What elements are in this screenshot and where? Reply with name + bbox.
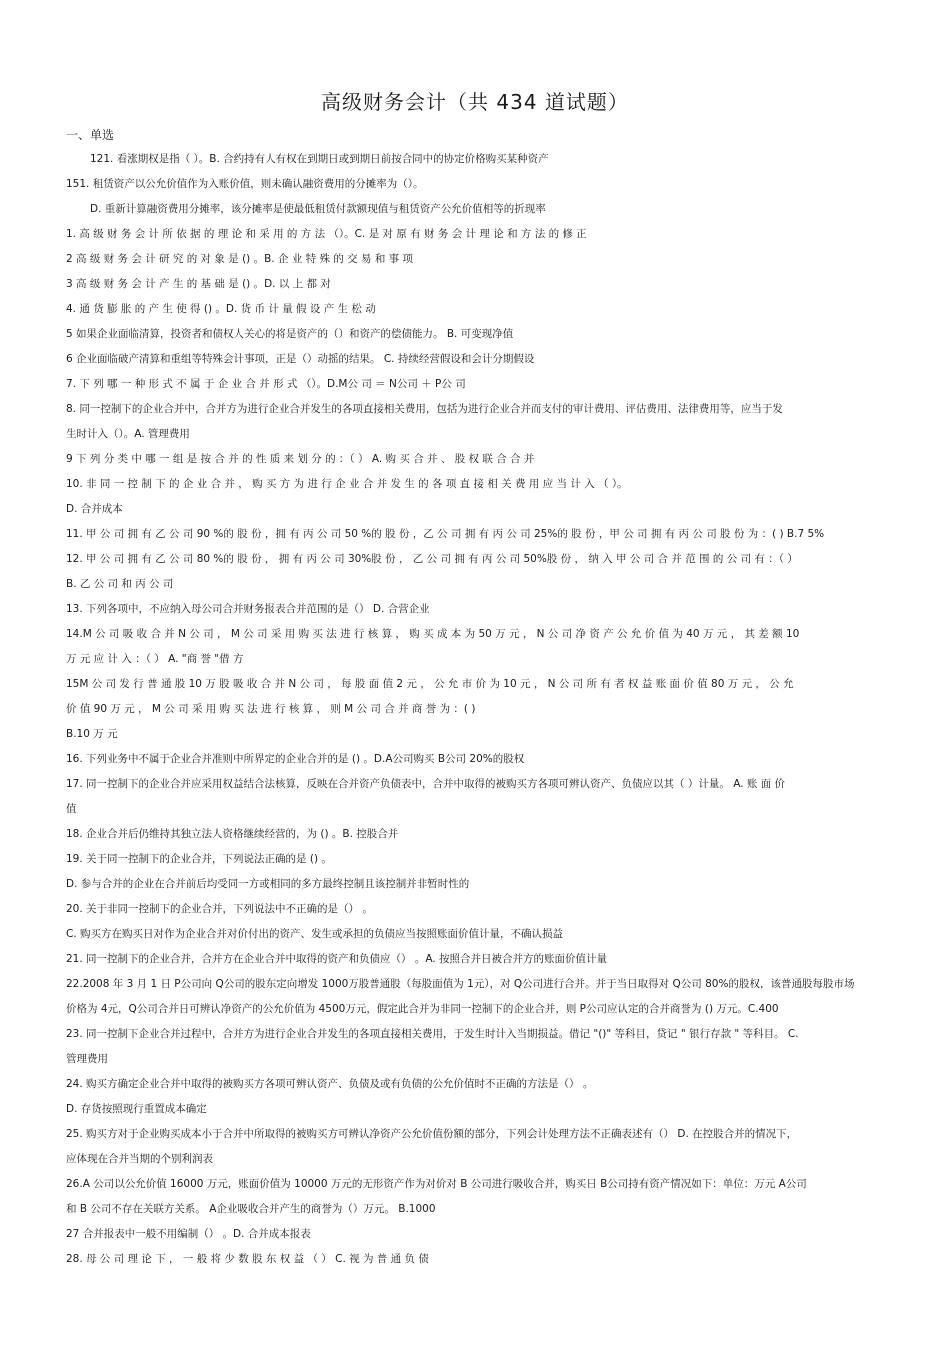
question-line: B.10 万 元 — [66, 728, 118, 740]
question-line: 价 值 90 万 元 ， M 公 司 采 用 购 买 法 进 行 核 算 ， 则 M 公 司 合 并 商 誉 为 ：( ) — [66, 703, 476, 715]
question-line: 值 — [66, 803, 77, 815]
question-line: D. 参与合并的企业在合并前后均受同一方或相同的多方最终控制且该控制并非暂时性的 — [66, 878, 470, 890]
question-line: D. 重新计算融资费用分摊率，该分摊率是使最低租赁付款额现值与租赁资产公允价值相等的折现率 — [90, 203, 546, 215]
question-line: 价格为 4元，Q公司合并日可辨认净资产的公允价值为 4500万元，假定此合并为非同一控制下的企业合并，则 P公司应认定的合并商誉为 () 万元。C.400 — [66, 1003, 779, 1015]
question-line: 15M 公 司 发 行 普 通 股 10 万 股 吸 收 合 并 N 公 司 ， 每 股 面 值 2 元 ， 公 允 市 价 为 10 元 ， N 公 司 所 有 者 权 益 账 面 价 值 80 万 元 ， 公 允 — [66, 678, 794, 690]
question-line: 26.A 公司以公允价值 16000 万元，账面价值为 10000 万元的无形资产作为对价对 B 公司进行吸收合并，购买日 B公司持有资产情况如下：单位：万元 A公司 — [66, 1178, 807, 1190]
question-line: 5 如果企业面临清算，投资者和债权人关心的将是资产的（）和资产的偿债能力。 B. 可变现净值 — [66, 328, 514, 340]
page-title: 高级财务会计（共 434 道试题） — [321, 90, 629, 114]
question-line: 管理费用 — [66, 1053, 108, 1065]
question-line: D. 合并成本 — [66, 503, 123, 515]
question-line: 20. 关于非同一控制下的企业合并，下列说法中不正确的是（） 。 — [66, 903, 373, 915]
question-line: 和 B 公司不存在关联方关系。 A企业吸收合并产生的商誉为（）万元。 B.1000 — [66, 1203, 436, 1215]
question-line: 23. 同一控制下企业合并过程中，合并方为进行企业合并发生的各项直接相关费用，于发生时计入当期损益。借记 "()" 等科目，贷记 " 银行存款 " 等科目。 C. — [66, 1028, 799, 1040]
question-line: 6 企业面临破产清算和重组等特殊会计事项，正是（）动摇的结果。 C. 持续经营假设和会计分期假设 — [66, 353, 535, 365]
question-line: 28. 母 公 司 理 论 下 ， 一 般 将 少 数 股 东 权 益 （ ） C. 视 为 普 通 负 债 — [66, 1253, 429, 1265]
question-line: C. 购买方在购买日对作为企业合并对价付出的资产、发生或承担的负债应当按照账面价值计量，不确认损益 — [66, 928, 564, 940]
section-heading: 一、单选 — [66, 128, 115, 142]
question-line: 11. 甲 公 司 拥 有 乙 公 司 90 %的 股 份 ，拥 有 丙 公 司 50 %的 股 份 ，乙 公 司 拥 有 丙 公 司 25%的 股 份 ，甲 公 司 拥 有 丙 公 司 股 份 为 ：( ) B.7 5% — [66, 528, 825, 540]
question-line: 22.2008 年 3 月 1 日 P公司向 Q公司的股东定向增发 1000万股普通股（每股面值为 1元），对 Q公司进行合并。并于当日取得对 Q公司 80%的股权，该普通股每股市场 — [66, 978, 855, 990]
question-line: 14.M 公 司 吸 收 合 并 N 公 司 ， M 公 司 采 用 购 买 法 进 行 核 算 ， 购 买 成 本 为 50 万 元 ， N 公 司 净 资 产 公 允 价 值 为 40 万 元 ， 其 差 额 10 — [66, 628, 800, 640]
question-line: 9 下 列 分 类 中 哪 一 组 是 按 合 并 的 性 质 来 划 分 的 ：（ ） A. 购 买 合 并 、 股 权 联 合 合 并 — [66, 453, 535, 465]
question-line: 8. 同一控制下的企业合并中，合并方为进行企业合并发生的各项直接相关费用，包括为进行企业合并而支付的审计费用、评估费用、法律费用等，应当于发 — [66, 403, 783, 415]
question-line: 19. 关于同一控制下的企业合并，下列说法正确的是 () 。 — [66, 853, 332, 865]
question-line: 10. 非 同 一 控 制 下 的 企 业 合 并 ， 购 买 方 为 进 行 企 业 合 并 发 生 的 各 项 直 接 相 关 费 用 应 当 计 入 （ ）。 — [66, 478, 628, 490]
question-line: 151. 租赁资产以公允价值作为入账价值，则未确认融资费用的分摊率为（）。 — [66, 178, 424, 190]
question-line: 121. 看涨期权是指（ ）。B. 合约持有人有权在到期日或到期日前按合同中的协定价格购买某种资产 — [90, 153, 549, 165]
question-line: 万 元 应 计 入 ：（ ） A. "商 誉 "借 方 — [66, 653, 244, 665]
question-line: 2 高 级 财 务 会 计 研 究 的 对 象 是 () 。B. 企 业 特 殊 的 交 易 和 事 项 — [66, 253, 414, 265]
question-line: B. 乙 公 司 和 丙 公 司 — [66, 578, 174, 590]
question-line: D. 存货按照现行重置成本确定 — [66, 1103, 207, 1115]
question-line: 24. 购买方确定企业合并中取得的被购买方各项可辨认资产、负债及或有负债的公允价值时不正确的方法是（） 。 — [66, 1078, 594, 1090]
question-line: 21. 同一控制下的企业合并，合并方在企业合并中取得的资产和负债应（） 。A. 按照合并日被合并方的账面价值计量 — [66, 953, 608, 965]
question-line: 12. 甲 公 司 拥 有 乙 公 司 80 %的 股 份 ， 拥 有 丙 公 司 30%股 份 ， 乙 公 司 拥 有 丙 公 司 50%股 份 ， 纳 入 甲 公 司 合 并 范 围 的 公 司 有 ：（ ） — [66, 553, 798, 565]
question-line: 4. 通 货 膨 胀 的 产 生 使 得 () 。D. 货 币 计 量 假 设 产 生 松 动 — [66, 303, 376, 315]
question-line: 18. 企业合并后仍维持其独立法人资格继续经营的，为 () 。B. 控股合并 — [66, 828, 399, 840]
question-line: 3 高 级 财 务 会 计 产 生 的 基 础 是 () 。D. 以 上 都 对 — [66, 278, 331, 290]
question-line: 13. 下列各项中，不应纳入母公司合并财务报表合并范围的是（） D. 合营企业 — [66, 603, 430, 615]
question-line: 27 合并报表中一般不用编制（） 。D. 合并成本报表 — [66, 1228, 311, 1240]
question-line: 16. 下列业务中不属于企业合并准则中所界定的企业合并的是 () 。D.A公司购买 B公司 20%的股权 — [66, 753, 525, 765]
question-line: 应体现在合并当期的个别利润表 — [66, 1153, 213, 1165]
question-line: 17. 同一控制下的企业合并应采用权益结合法核算，反映在合并资产负债表中，合并中取得的被购买方各项可辨认资产、负债应以其（ ）计量。 A. 账 面 价 — [66, 778, 786, 790]
question-line: 生时计入（）。A. 管理费用 — [66, 428, 190, 440]
question-line: 25. 购买方对于企业购买成本小于合并中所取得的被购买方可辨认净资产公允价值份额的部分，下列会计处理方法不正确表述有（） D. 在控股合并的情况下， — [66, 1128, 798, 1140]
question-line: 1. 高 级 财 务 会 计 所 依 据 的 理 论 和 采 用 的 方 法 （）。C. 是 对 原 有 财 务 会 计 理 论 和 方 法 的 修 正 — [66, 228, 587, 240]
question-line: 7. 下 列 哪 一 种 形 式 不 属 于 企 业 合 并 形 式 （）。D.M公 司 ＝ N公司 ＋ P公 司 — [66, 378, 466, 390]
